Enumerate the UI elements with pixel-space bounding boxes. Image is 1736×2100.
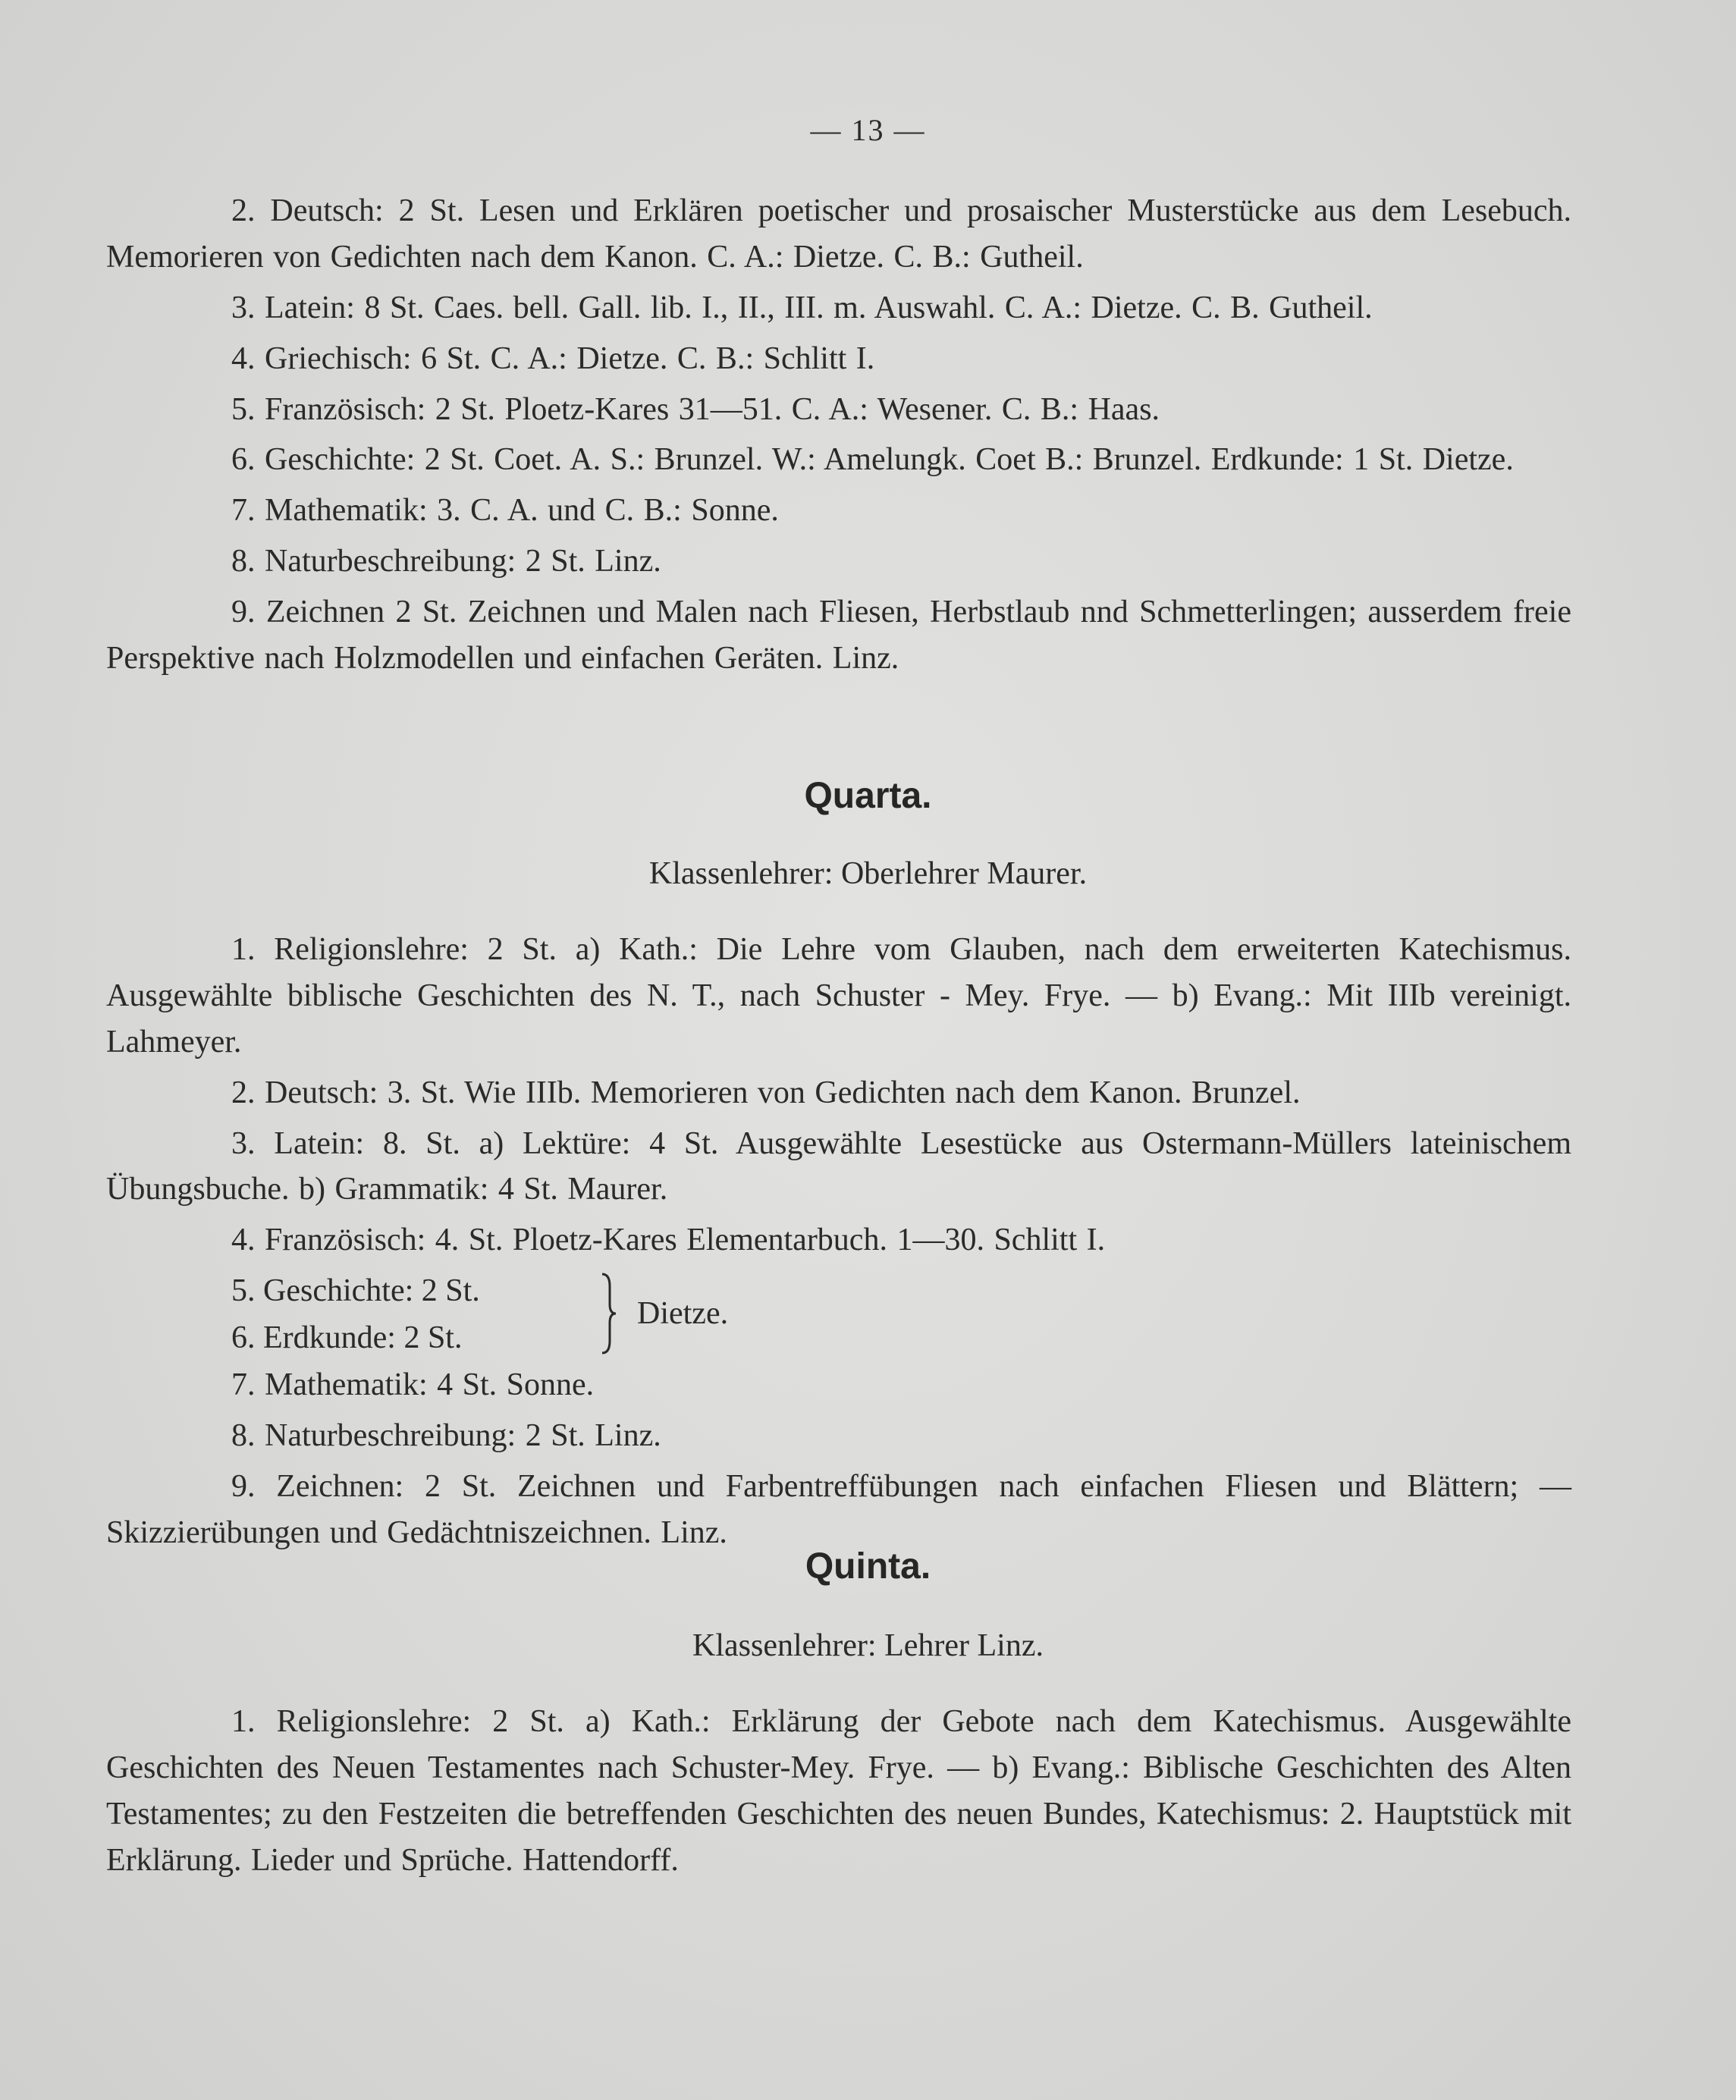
quinta-teacher: Klassenlehrer: Lehrer Linz. — [692, 1628, 1044, 1663]
list-item: 4. Französisch: 4. St. Ploetz-Kares Elementarbuch. 1—30. Schlitt I. — [231, 1223, 1106, 1258]
list-item: 1. Religionslehre: 2 St. a) Kath.: Die Lehre vom Glauben, nach dem erweiterten Katechismus. Ausgewählte biblische Geschichten des N. T., nach Schuster - Mey. Frye. — b) Evang.: Mit IIIb vereinigt. Lahmeyer. — [106, 932, 1571, 1059]
quarta-heading: Quarta. — [804, 776, 932, 816]
section-continued — [106, 188, 1571, 686]
list-item: 9. Zeichnen: 2 St. Zeichnen und Farbentreffübungen nach einfachen Fliesen und Blättern; — Skizzierübungen und Gedächtniszeichnen. Linz. — [106, 1469, 1571, 1550]
list-item: 9. Zeichnen 2 St. Zeichnen und Malen nach Fliesen, Herbstlaub nnd Schmetterlingen; ausserdem freie Perspektive nach Holzmodellen und einfachen Geräten. Linz. — [106, 595, 1571, 676]
list-item: 4. Griechisch: 6 St. C. A.: Dietze. C. B.: Schlitt I. — [231, 341, 875, 376]
list-item: 5. Geschichte: 2 St. — [231, 1273, 480, 1309]
quarta-section — [106, 927, 1571, 1561]
list-item: 7. Mathematik: 3. C. A. und C. B.: Sonne. — [231, 493, 779, 529]
list-item: 3. Latein: 8. St. a) Lektüre: 4 St. Ausgewählte Lesestücke aus Ostermann-Müllers lateinischem Übungsbuche. b) Grammatik: 4 St. Maurer. — [106, 1125, 1571, 1207]
brace-group — [106, 1268, 1571, 1362]
list-item: 5. Französisch: 2 St. Ploetz-Kares 31—51. C. A.: Wesener. C. B.: Haas. — [231, 391, 1160, 427]
brace-teacher: Dietze. — [637, 1296, 729, 1332]
quinta-section — [106, 1699, 1571, 1888]
quinta-heading: Quinta. — [805, 1546, 931, 1587]
right-brace-icon — [599, 1271, 619, 1356]
list-item: 3. Latein: 8 St. Caes. bell. Gall. lib. I., II., III. m. Auswahl. C. A.: Dietze. C. B. Gutheil. — [231, 290, 1373, 325]
list-item: 1. Religionslehre: 2 St. a) Kath.: Erklärung der Gebote nach dem Katechismus. Ausgewählte Geschichten des Neuen Testamentes nach Schuster-Mey. Frye. — b) Evang.: Biblische Geschichten des Alten Testamentes; zu den Festzeiten die betreffenden Geschichten des neuen Bundes, Katechismus: 2. Hauptstück mit Erklärung. Lieder und Sprüche. Hattendorff. — [106, 1704, 1571, 1878]
page-number: — 13 — — [810, 113, 926, 147]
list-item: 8. Naturbeschreibung: 2 St. Linz. — [231, 544, 661, 579]
list-item: 8. Naturbeschreibung: 2 St. Linz. — [231, 1418, 661, 1454]
list-item: 6. Erdkunde: 2 St. — [231, 1320, 463, 1356]
list-item: 2. Deutsch: 3. St. Wie IIIb. Memorieren von Gedichten nach dem Kanon. Brunzel. — [231, 1075, 1301, 1110]
list-item: 7. Mathematik: 4 St. Sonne. — [231, 1367, 595, 1403]
list-item: 6. Geschichte: 2 St. Coet. A. S.: Brunzel. W.: Amelungk. Coet B.: Brunzel. Erdkunde: 1 St. Dietze. — [231, 442, 1514, 478]
quarta-teacher: Klassenlehrer: Oberlehrer Maurer. — [648, 856, 1088, 891]
list-item: 2. Deutsch: 2 St. Lesen und Erklären poetischer und prosaischer Musterstücke aus dem Lesebuch. Memorieren von Gedichten nach dem Kanon. C. A.: Dietze. C. B.: Gutheil. — [106, 193, 1571, 275]
